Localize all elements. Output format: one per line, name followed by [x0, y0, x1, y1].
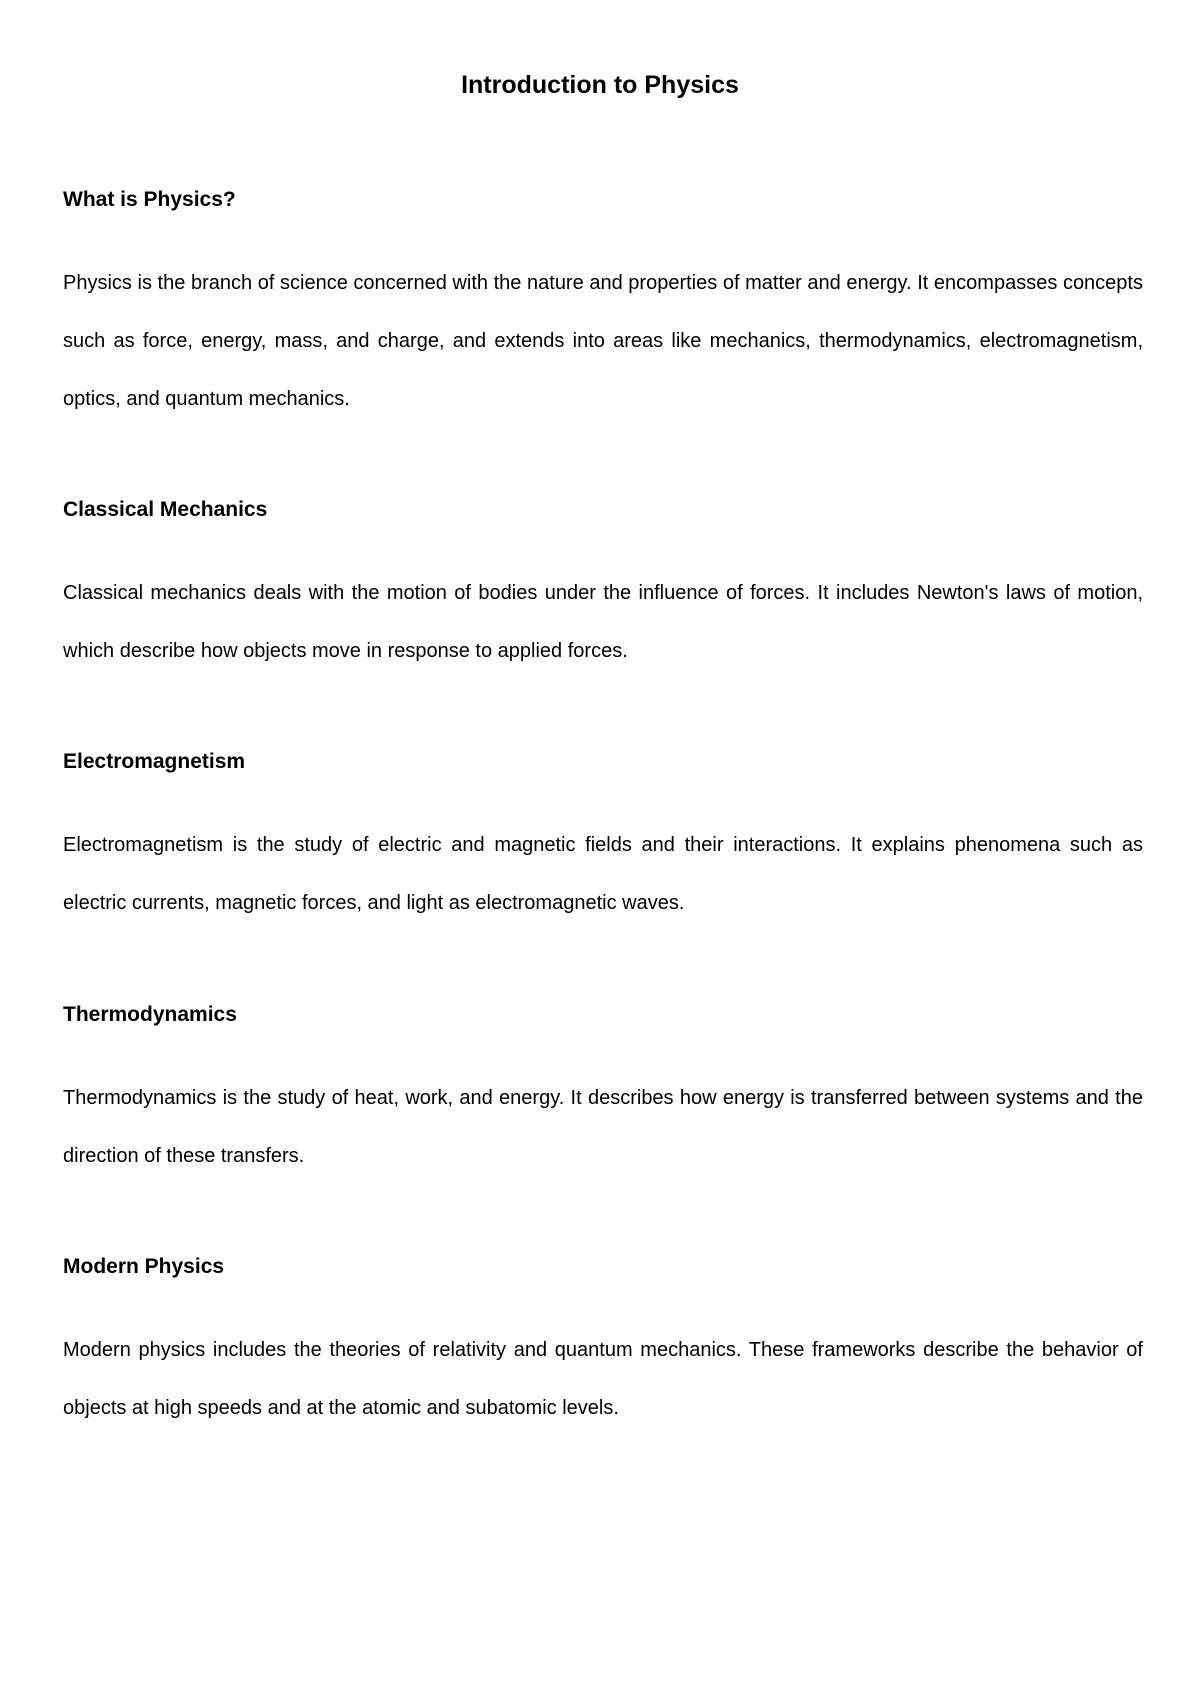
section-thermodynamics [63, 1001, 1143, 1185]
section-body: Thermodynamics is the study of heat, work, and energy. It describes how energy is transferred between systems and the direction of these transfers. [63, 1087, 1143, 1167]
section-classical-mechanics [63, 496, 1143, 680]
section-electromagnetism [63, 748, 1143, 932]
section-body: Electromagnetism is the study of electric and magnetic fields and their interactions. It explains phenomena such as electric currents, magnetic forces, and light as electromagnetic waves. [63, 834, 1143, 914]
section-body: Modern physics includes the theories of relativity and quantum mechanics. These frameworks describe the behavior of objects at high speeds and at the atomic and subatomic levels. [63, 1339, 1143, 1419]
document-title: Introduction to Physics [461, 71, 739, 99]
section-what-is-physics [63, 186, 1143, 428]
section-modern-physics [63, 1253, 1143, 1437]
section-heading: Classical Mechanics [63, 498, 268, 521]
section-body: Physics is the branch of science concerned with the nature and properties of matter and energy. It encompasses concepts such as force, energy, mass, and charge, and extends into areas like mechanics, thermodynamics, electromagnetism, optics, and quantum mechanics. [63, 272, 1143, 410]
section-heading: Thermodynamics [63, 1003, 237, 1026]
section-heading: Electromagnetism [63, 750, 246, 773]
section-heading: Modern Physics [63, 1255, 225, 1278]
section-heading: What is Physics? [63, 188, 236, 211]
section-body: Classical mechanics deals with the motion of bodies under the influence of forces. It includes Newton's laws of motion, which describe how objects move in response to applied forces. [63, 582, 1143, 662]
